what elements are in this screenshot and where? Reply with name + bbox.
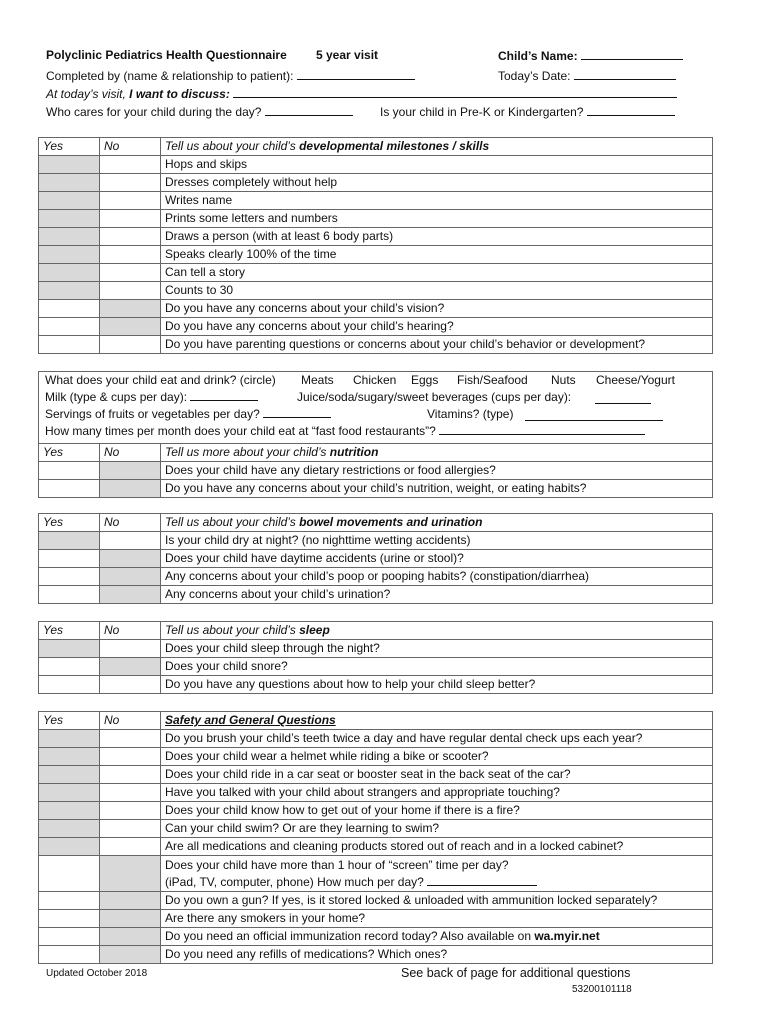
no-checkbox[interactable]: [100, 928, 161, 946]
yes-checkbox[interactable]: [39, 946, 100, 964]
safety-table: [38, 711, 713, 964]
yes-checkbox[interactable]: [39, 174, 100, 192]
milestones-table: [38, 137, 713, 354]
discuss-prefix: At today’s visit,: [46, 87, 130, 101]
no-checkbox[interactable]: [100, 802, 161, 820]
milestones-header: Tell us about your child’s developmental milestones / skills: [161, 138, 713, 156]
todays-date-label: Today’s Date:: [498, 69, 571, 83]
food-option-cheese[interactable]: Cheese/Yogurt: [596, 373, 675, 387]
table-row: [39, 282, 713, 300]
question-text: Prints some letters and numbers: [161, 210, 713, 228]
table-row: [39, 318, 713, 336]
immunization-link[interactable]: wa.myir.net: [534, 929, 600, 943]
question-text: Draws a person (with at least 6 body parts): [161, 228, 713, 246]
yes-header: Yes: [39, 622, 100, 640]
table-row: [39, 586, 713, 604]
yes-checkbox[interactable]: [39, 910, 100, 928]
nutrition-header-row: [39, 444, 713, 462]
bowel-header: Tell us about your child’s bowel movements and urination: [161, 514, 713, 532]
question-text: Does your child ride in a car seat or booster seat in the back seat of the car?: [161, 766, 713, 784]
question-text: Does your child know how to get out of your home if there is a fire?: [161, 802, 713, 820]
juice-label: Juice/soda/sugary/sweet beverages (cups per day):: [297, 390, 572, 404]
screen-time-line2: (iPad, TV, computer, phone) How much per day?: [165, 874, 712, 891]
food-option-fish[interactable]: Fish/Seafood: [457, 373, 528, 387]
no-header: No: [100, 444, 161, 462]
nutrition-header: Tell us more about your child’s nutrition: [161, 444, 713, 462]
visit-label: 5 year visit: [316, 48, 379, 62]
vitamins-blank[interactable]: [525, 409, 663, 421]
no-header: No: [100, 712, 161, 730]
question-text: Are all medications and cleaning products stored out of reach and in a locked cabinet?: [161, 838, 713, 856]
table-row: [39, 228, 713, 246]
no-checkbox[interactable]: [100, 568, 161, 586]
table-row: [39, 532, 713, 550]
no-checkbox[interactable]: [100, 550, 161, 568]
yes-checkbox[interactable]: [39, 156, 100, 174]
no-checkbox[interactable]: [100, 766, 161, 784]
question-text: Do you have any concerns about your child’s nutrition, weight, or eating habits?: [161, 480, 713, 498]
yes-checkbox[interactable]: [39, 462, 100, 480]
yes-checkbox[interactable]: [39, 300, 100, 318]
question-text: Does your child snore?: [161, 658, 713, 676]
yes-checkbox[interactable]: [39, 838, 100, 856]
table-row: [39, 730, 713, 748]
yes-header: Yes: [39, 138, 100, 156]
yes-checkbox[interactable]: [39, 640, 100, 658]
question-text: Are there any smokers in your home?: [161, 910, 713, 928]
yes-checkbox[interactable]: [39, 928, 100, 946]
table-row: [39, 766, 713, 784]
discuss-field[interactable]: [46, 86, 677, 101]
prek-label: Is your child in Pre-K or Kindergarten?: [380, 105, 584, 119]
yes-checkbox[interactable]: [39, 658, 100, 676]
yes-checkbox[interactable]: [39, 586, 100, 604]
completed-by-label: Completed by (name & relationship to patient):: [46, 69, 294, 83]
yes-checkbox[interactable]: [39, 192, 100, 210]
table-row: [39, 480, 713, 498]
no-checkbox[interactable]: [100, 300, 161, 318]
fast-food-blank[interactable]: [439, 423, 645, 435]
yes-checkbox[interactable]: [39, 856, 100, 892]
sleep-table: [38, 621, 713, 694]
yes-checkbox[interactable]: [39, 748, 100, 766]
yes-checkbox[interactable]: [39, 532, 100, 550]
no-checkbox[interactable]: [100, 586, 161, 604]
no-checkbox[interactable]: [100, 282, 161, 300]
table-row: [39, 550, 713, 568]
discuss-bold: I want to discuss:: [129, 87, 230, 101]
no-checkbox[interactable]: [100, 228, 161, 246]
yes-checkbox[interactable]: [39, 568, 100, 586]
yes-header: Yes: [39, 712, 100, 730]
yes-checkbox[interactable]: [39, 892, 100, 910]
juice-blank[interactable]: [595, 392, 651, 404]
eat-drink-line: [39, 372, 712, 389]
screen-time-question: [161, 856, 713, 892]
question-text: Do you have any concerns about your child’s hearing?: [161, 318, 713, 336]
yes-header: Yes: [39, 444, 100, 462]
no-checkbox[interactable]: [100, 856, 161, 892]
form-title: Polyclinic Pediatrics Health Questionnaire: [46, 48, 287, 62]
no-checkbox[interactable]: [100, 210, 161, 228]
completed-by-field[interactable]: [46, 68, 415, 83]
vitamins-label: Vitamins? (type): [427, 407, 514, 421]
question-text: Any concerns about your child’s urination?: [161, 586, 713, 604]
milk-line: [39, 389, 712, 406]
yes-checkbox[interactable]: [39, 210, 100, 228]
no-checkbox[interactable]: [100, 192, 161, 210]
table-row: [39, 820, 713, 838]
yes-checkbox[interactable]: [39, 550, 100, 568]
question-text: Speaks clearly 100% of the time: [161, 246, 713, 264]
food-option-meats[interactable]: Meats: [301, 373, 334, 387]
yes-checkbox[interactable]: [39, 246, 100, 264]
yes-checkbox[interactable]: [39, 228, 100, 246]
yes-header: Yes: [39, 514, 100, 532]
no-checkbox[interactable]: [100, 156, 161, 174]
nutrition-info-box: [38, 371, 713, 443]
question-text: Have you talked with your child about strangers and appropriate touching?: [161, 784, 713, 802]
table-row: [39, 748, 713, 766]
table-row: [39, 784, 713, 802]
no-checkbox[interactable]: [100, 676, 161, 694]
no-header: No: [100, 622, 161, 640]
servings-label: Servings of fruits or vegetables per day?: [45, 407, 260, 421]
table-row: [39, 676, 713, 694]
fast-food-label: How many times per month does your child eat at “fast food restaurants”?: [45, 424, 436, 438]
question-text: Do you have parenting questions or concerns about your child’s behavior or development?: [161, 336, 713, 354]
no-checkbox[interactable]: [100, 784, 161, 802]
no-header: No: [100, 514, 161, 532]
question-text: Do you brush your child’s teeth twice a day and have regular dental check ups each year?: [161, 730, 713, 748]
no-checkbox[interactable]: [100, 748, 161, 766]
no-checkbox[interactable]: [100, 318, 161, 336]
sleep-header: Tell us about your child’s sleep: [161, 622, 713, 640]
no-checkbox[interactable]: [100, 892, 161, 910]
form-number: 53200101118: [572, 984, 632, 995]
who-cares-label: Who cares for your child during the day?: [46, 105, 262, 119]
table-row: [39, 910, 713, 928]
yes-checkbox[interactable]: [39, 264, 100, 282]
question-text: Does your child have daytime accidents (urine or stool)?: [161, 550, 713, 568]
no-checkbox[interactable]: [100, 730, 161, 748]
question-text: Counts to 30: [161, 282, 713, 300]
no-checkbox[interactable]: [100, 246, 161, 264]
no-checkbox[interactable]: [100, 264, 161, 282]
servings-line: [39, 406, 712, 423]
servings-blank[interactable]: [263, 406, 331, 418]
yes-checkbox[interactable]: [39, 820, 100, 838]
no-checkbox[interactable]: [100, 640, 161, 658]
fast-food-line: [39, 423, 712, 440]
table-row: [39, 246, 713, 264]
yes-checkbox[interactable]: [39, 676, 100, 694]
milk-blank[interactable]: [190, 389, 258, 401]
table-row: [39, 568, 713, 586]
yes-checkbox[interactable]: [39, 766, 100, 784]
question-text: Does your child have any dietary restrictions or food allergies?: [161, 462, 713, 480]
table-row: [39, 156, 713, 174]
table-row: [39, 300, 713, 318]
yes-checkbox[interactable]: [39, 336, 100, 354]
screen-time-line1: Does your child have more than 1 hour of “screen” time per day?: [165, 857, 509, 872]
updated-date: Updated October 2018: [46, 968, 148, 979]
table-row: [39, 802, 713, 820]
no-checkbox[interactable]: [100, 532, 161, 550]
question-text: Writes name: [161, 192, 713, 210]
childs-name-field[interactable]: [498, 48, 683, 63]
question-text: Do you need any refills of medications? Which ones?: [161, 946, 713, 964]
no-checkbox[interactable]: [100, 462, 161, 480]
question-text: Do you have any questions about how to help your child sleep better?: [161, 676, 713, 694]
table-row: [39, 336, 713, 354]
table-row: [39, 856, 713, 892]
no-checkbox[interactable]: [100, 480, 161, 498]
table-row: [39, 264, 713, 282]
question-text: Do you own a gun? If yes, is it stored locked & unloaded with ammunition locked separately?: [161, 892, 713, 910]
question-text: Any concerns about your child’s poop or pooping habits? (constipation/diarrhea): [161, 568, 713, 586]
milk-label: Milk (type & cups per day):: [45, 390, 188, 404]
yes-checkbox[interactable]: [39, 480, 100, 498]
question-text: Do you have any concerns about your child’s vision?: [161, 300, 713, 318]
no-checkbox[interactable]: [100, 910, 161, 928]
yes-checkbox[interactable]: [39, 318, 100, 336]
no-checkbox[interactable]: [100, 820, 161, 838]
nutrition-table: [38, 443, 713, 498]
eat-drink-label: What does your child eat and drink? (circle): [45, 373, 276, 387]
no-checkbox[interactable]: [100, 838, 161, 856]
screen-time-blank[interactable]: [427, 874, 537, 886]
food-option-eggs[interactable]: Eggs: [411, 373, 439, 387]
question-text: Can tell a story: [161, 264, 713, 282]
sleep-header-row: [39, 622, 713, 640]
table-row: [39, 946, 713, 964]
no-header: No: [100, 138, 161, 156]
question-text: Can your child swim? Or are they learning to swim?: [161, 820, 713, 838]
table-row: [39, 658, 713, 676]
no-checkbox[interactable]: [100, 946, 161, 964]
see-back-note: See back of page for additional questions: [401, 966, 631, 980]
who-cares-field[interactable]: [46, 104, 353, 119]
yes-checkbox[interactable]: [39, 282, 100, 300]
question-text: Does your child wear a helmet while riding a bike or scooter?: [161, 748, 713, 766]
table-row: [39, 462, 713, 480]
milestones-header-row: [39, 138, 713, 156]
yes-checkbox[interactable]: [39, 802, 100, 820]
safety-header-row: [39, 712, 713, 730]
immunization-question: Do you need an official immunization record today? Also available on wa.myir.net: [161, 928, 713, 946]
no-checkbox[interactable]: [100, 174, 161, 192]
todays-date-field[interactable]: [498, 68, 676, 83]
food-option-chicken[interactable]: Chicken: [353, 373, 397, 387]
safety-header: Safety and General Questions: [161, 712, 713, 730]
question-text: Hops and skips: [161, 156, 713, 174]
food-option-nuts[interactable]: Nuts: [551, 373, 576, 387]
table-row: [39, 928, 713, 946]
table-row: [39, 640, 713, 658]
childs-name-label: Child’s Name:: [498, 49, 578, 63]
yes-checkbox[interactable]: [39, 784, 100, 802]
question-text: Is your child dry at night? (no nighttime wetting accidents): [161, 532, 713, 550]
table-row: [39, 174, 713, 192]
bowel-table: [38, 513, 713, 604]
question-text: Dresses completely without help: [161, 174, 713, 192]
yes-checkbox[interactable]: [39, 730, 100, 748]
prek-field[interactable]: [380, 104, 675, 119]
no-checkbox[interactable]: [100, 336, 161, 354]
table-row: [39, 210, 713, 228]
bowel-header-row: [39, 514, 713, 532]
table-row: [39, 838, 713, 856]
table-row: [39, 192, 713, 210]
no-checkbox[interactable]: [100, 658, 161, 676]
question-text: Does your child sleep through the night?: [161, 640, 713, 658]
table-row: [39, 892, 713, 910]
